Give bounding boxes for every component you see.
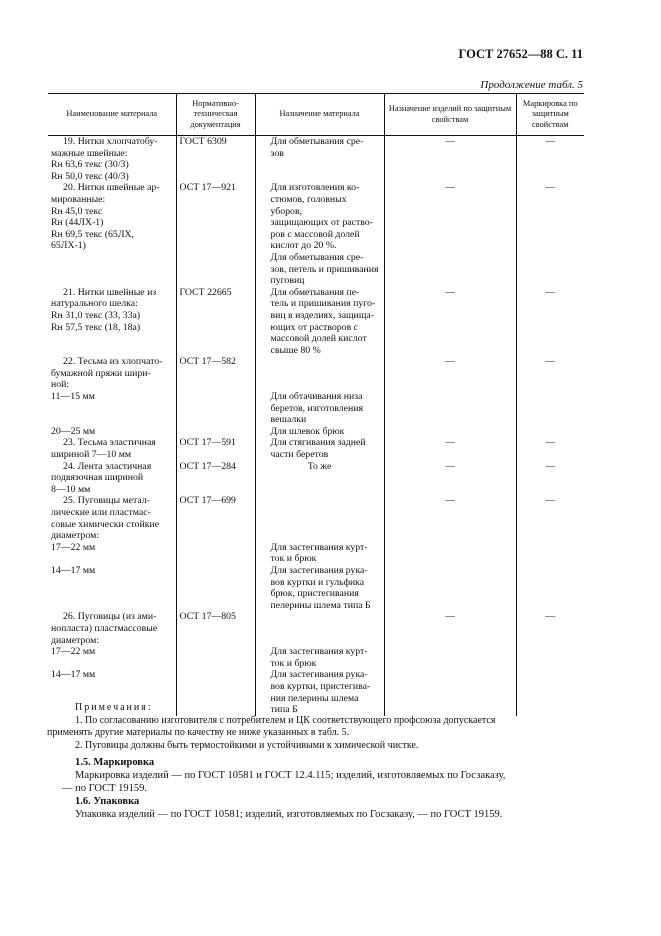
protection-dash: —: [445, 495, 455, 507]
name-line: Rн 69,5 текс (65ЛХ,: [51, 228, 134, 240]
purpose-line: [259, 368, 381, 380]
protection-cell: [384, 356, 516, 437]
name-line: 17—22 мм: [51, 646, 96, 658]
notes-heading: Примечания:: [75, 702, 153, 713]
purpose-line: [259, 519, 381, 531]
table-header-row: [48, 94, 584, 136]
note-2: 2. Пуговицы должны быть термостойкими и устойчивыми к химической чистке.: [75, 739, 419, 751]
doc-text: ОСТ 17—805: [179, 611, 236, 623]
purpose-line: То же: [307, 460, 332, 472]
name-line: 20. Нитки швейные ар-: [63, 182, 160, 194]
col-header-documentation: Нормативно-техническая документация: [176, 94, 255, 136]
purpose-cell: [255, 437, 384, 460]
purpose-line: кислот до 20 %.: [270, 240, 337, 252]
documentation-cell: [176, 287, 255, 357]
name-line: 20—25 мм: [51, 425, 96, 437]
name-line: 14—17 мм: [51, 564, 96, 576]
name-line: 17—22 мм: [51, 541, 96, 553]
name-line: мированные:: [51, 193, 106, 205]
purpose-cell: [255, 136, 384, 183]
name-line: 26. Пуговицы (из ами-: [63, 611, 157, 623]
purpose-cell: [255, 182, 384, 286]
table-row: [48, 356, 584, 437]
protection-dash: —: [445, 356, 455, 368]
name-line: лические или пластмас-: [51, 507, 151, 518]
col-header-protective-purpose: Назначение изделий по защитным свойствам: [384, 94, 516, 136]
protection-cell: [384, 495, 516, 611]
marking-cell: [516, 495, 584, 611]
material-cell: [48, 136, 176, 183]
protection-cell: [384, 136, 516, 183]
documentation-cell: [176, 437, 255, 460]
documentation-cell: [176, 136, 255, 183]
protection-cell: [384, 461, 516, 496]
name-line: ной:: [51, 379, 70, 391]
marking-dash: —: [545, 182, 556, 194]
purpose-line: Для стягивания задней: [270, 437, 366, 449]
purpose-line: Для застегивания курт-: [270, 541, 368, 553]
purpose-line: пелерины шлема типа Б: [270, 599, 371, 611]
table-row: [48, 182, 584, 286]
documentation-cell: [176, 356, 255, 437]
purpose-line: [259, 495, 381, 507]
name-line: бумажной пряжи шири-: [51, 367, 151, 379]
material-cell: [48, 461, 176, 496]
marking-cell: [516, 287, 584, 357]
purpose-line: ток и брюк: [270, 553, 317, 565]
purpose-line: Для изготовления ко-: [270, 182, 360, 194]
packing-text: Упаковка изделий — по ГОСТ 10581; изделий, изготовляемых по Госзаказу, — по ГОСТ 19159.: [75, 809, 503, 820]
doc-text: ОСТ 17—921: [179, 182, 236, 194]
documentation-cell: [176, 182, 255, 286]
name-line: нопласта) пластмассовые: [51, 622, 158, 634]
marking-dash: —: [545, 611, 556, 623]
material-cell: [48, 437, 176, 460]
note-1: 1. По согласованию изготовителя с потребителем и ЦК соответствующего профсоюза допускается: [75, 714, 496, 726]
marking-dash: —: [545, 286, 556, 298]
note-1-cont: применять другие материалы по качеству не ниже указанных в табл. 5.: [47, 727, 350, 738]
purpose-line: беретов, изготовления: [270, 402, 363, 414]
name-line: Rн 45,0 текс: [51, 205, 103, 217]
name-line: мажные швейные:: [51, 147, 128, 159]
protection-cell: [384, 287, 516, 357]
notes-block: [47, 702, 585, 752]
purpose-line: Для обметывания сре-: [270, 251, 364, 263]
purpose-line: защищающих от раство-: [270, 217, 373, 229]
marking-cell: [516, 611, 584, 715]
marking-dash: —: [545, 495, 556, 507]
protection-cell: [384, 182, 516, 286]
page-header: ГОСТ 27652—88 С. 11: [458, 47, 583, 61]
table-row: [48, 437, 584, 460]
material-cell: [48, 287, 176, 357]
marking-cell: [516, 356, 584, 437]
protection-dash: —: [445, 460, 455, 472]
name-line: 22. Тесьма из хлопчато-: [63, 356, 163, 368]
doc-text: ОСТ 17—284: [179, 460, 236, 472]
purpose-cell: [255, 287, 384, 357]
table-continuation-label: Продолжение табл. 5: [480, 79, 583, 91]
protection-dash: —: [445, 437, 455, 449]
marking-cell: [516, 136, 584, 183]
material-cell: [48, 611, 176, 715]
purpose-line: типа Б: [270, 704, 298, 716]
purpose-line: Для застегивания рука-: [270, 669, 368, 681]
purpose-line: пуговиц: [270, 275, 305, 287]
name-line: [51, 658, 173, 670]
name-line: 21. Нитки швейные из: [63, 286, 157, 298]
documentation-cell: [176, 461, 255, 496]
protection-dash: —: [445, 286, 455, 298]
purpose-cell: [255, 611, 384, 715]
marking-cell: [516, 461, 584, 496]
name-line: 11—15 мм: [51, 391, 95, 403]
marking-cell: [516, 437, 584, 460]
purpose-line: вешалки: [270, 414, 307, 426]
purpose-line: ния пелерины шлема: [270, 692, 359, 704]
col-header-material: Наименование материала: [48, 94, 176, 136]
col-header-purpose: Назначение материала: [255, 94, 384, 136]
documentation-cell: [176, 611, 255, 715]
marking-title: 1.5. Маркировка: [75, 757, 155, 768]
purpose-line: Для застегивания рука-: [270, 564, 368, 576]
protection-dash: —: [445, 136, 455, 147]
purpose-line: брюк, пристегивания: [270, 588, 359, 600]
purpose-cell: [255, 356, 384, 437]
purpose-line: [259, 623, 381, 635]
name-line: диаметром:: [51, 530, 100, 542]
name-line: [51, 414, 173, 426]
marking-dash: —: [545, 356, 556, 368]
name-line: 25. Пуговицы метал-: [63, 495, 151, 507]
name-line: Rн 63,6 текс (30/3): [51, 159, 129, 171]
purpose-line: зов, петель и пришивания: [270, 263, 379, 275]
marking-text-cont: — по ГОСТ 19159.: [62, 783, 148, 794]
documentation-cell: [176, 495, 255, 611]
purpose-line: части беретов: [270, 449, 329, 461]
marking-dash: —: [545, 136, 556, 147]
name-line: подвязочная шириной: [51, 472, 144, 484]
name-line: шириной 7—10 мм: [51, 449, 132, 461]
name-line: Rн 50,0 текс (40/3): [51, 170, 129, 182]
purpose-line: [259, 611, 381, 623]
name-line: [51, 403, 173, 415]
name-line: 8—10 мм: [51, 483, 91, 495]
purpose-line: [259, 530, 381, 542]
name-line: 19. Нитки хлопчатобу-: [63, 136, 158, 147]
table-row: [48, 495, 584, 611]
table-row: [48, 461, 584, 496]
purpose-cell: [255, 461, 384, 496]
protection-cell: [384, 437, 516, 460]
purpose-line: стюмов, головных уборов,: [270, 193, 347, 217]
purpose-line: Для шлевок брюк: [270, 425, 345, 437]
purpose-line: ющих от растворов с: [270, 321, 359, 333]
col-header-marking: Маркировка по защитным свойствам: [516, 94, 584, 136]
purpose-line: свыше 80 %: [270, 344, 321, 356]
materials-table: [48, 93, 584, 716]
packing-title: 1.6. Упаковка: [75, 796, 140, 807]
name-line: натурального шелка:: [51, 298, 138, 310]
purpose-cell: [255, 495, 384, 611]
doc-text: ОСТ 17—582: [179, 356, 236, 368]
purpose-line: [259, 507, 381, 519]
purpose-line: тель и пришивания пуго-: [270, 298, 376, 310]
protection-dash: —: [445, 182, 455, 194]
purpose-line: ток и брюк: [270, 657, 317, 669]
name-line: 14—17 мм: [51, 669, 96, 681]
name-line: диаметром:: [51, 634, 100, 646]
purpose-line: [259, 379, 381, 391]
name-line: Rн 31,0 текс (33, 33а): [51, 309, 141, 321]
table-row: [48, 611, 584, 715]
marking-section: [62, 756, 585, 821]
marking-dash: —: [545, 437, 556, 449]
purpose-line: ров с массовой долей: [270, 228, 360, 240]
material-cell: [48, 356, 176, 437]
marking-dash: —: [545, 460, 556, 472]
purpose-line: Для обтачивания низа: [270, 391, 363, 403]
purpose-line: вов куртки и гульфика: [270, 576, 365, 588]
name-line: Rн 57,5 текс (18, 18а): [51, 321, 141, 333]
doc-text: ОСТ 17—591: [179, 437, 236, 449]
doc-text: ГОСТ 6309: [179, 136, 227, 147]
doc-text: ГОСТ 22665: [179, 286, 232, 298]
name-line: Rн (44ЛХ-1): [51, 217, 104, 229]
purpose-line: зов: [270, 147, 284, 159]
name-line: [51, 553, 173, 565]
purpose-line: [259, 635, 381, 647]
name-line: 23. Тесьма эластичная: [63, 437, 156, 449]
purpose-line: Для обметывания сре-: [270, 136, 364, 147]
purpose-line: вов куртки, пристегива-: [270, 680, 371, 692]
table-row: [48, 287, 584, 357]
material-cell: [48, 495, 176, 611]
purpose-line: [259, 356, 381, 368]
table-row: [48, 136, 584, 183]
name-line: совые химически стойкие: [51, 518, 160, 530]
doc-text: ОСТ 17—699: [179, 495, 236, 507]
purpose-line: Для обметывания пе-: [270, 286, 360, 298]
purpose-line: массовой долей кислот: [270, 333, 367, 345]
marking-cell: [516, 182, 584, 286]
purpose-line: Для застегивания курт-: [270, 646, 368, 658]
name-line: 24. Лента эластичная: [63, 460, 152, 472]
name-line: 65ЛХ-1): [51, 240, 86, 252]
protection-dash: —: [445, 611, 455, 623]
marking-text: Маркировка изделий — по ГОСТ 10581 и ГОСТ 12.4.115; изделий, изготовляемых по Госзаказу,: [75, 770, 506, 781]
protection-cell: [384, 611, 516, 715]
material-cell: [48, 182, 176, 286]
purpose-line: виц в изделиях, защища-: [270, 309, 374, 321]
